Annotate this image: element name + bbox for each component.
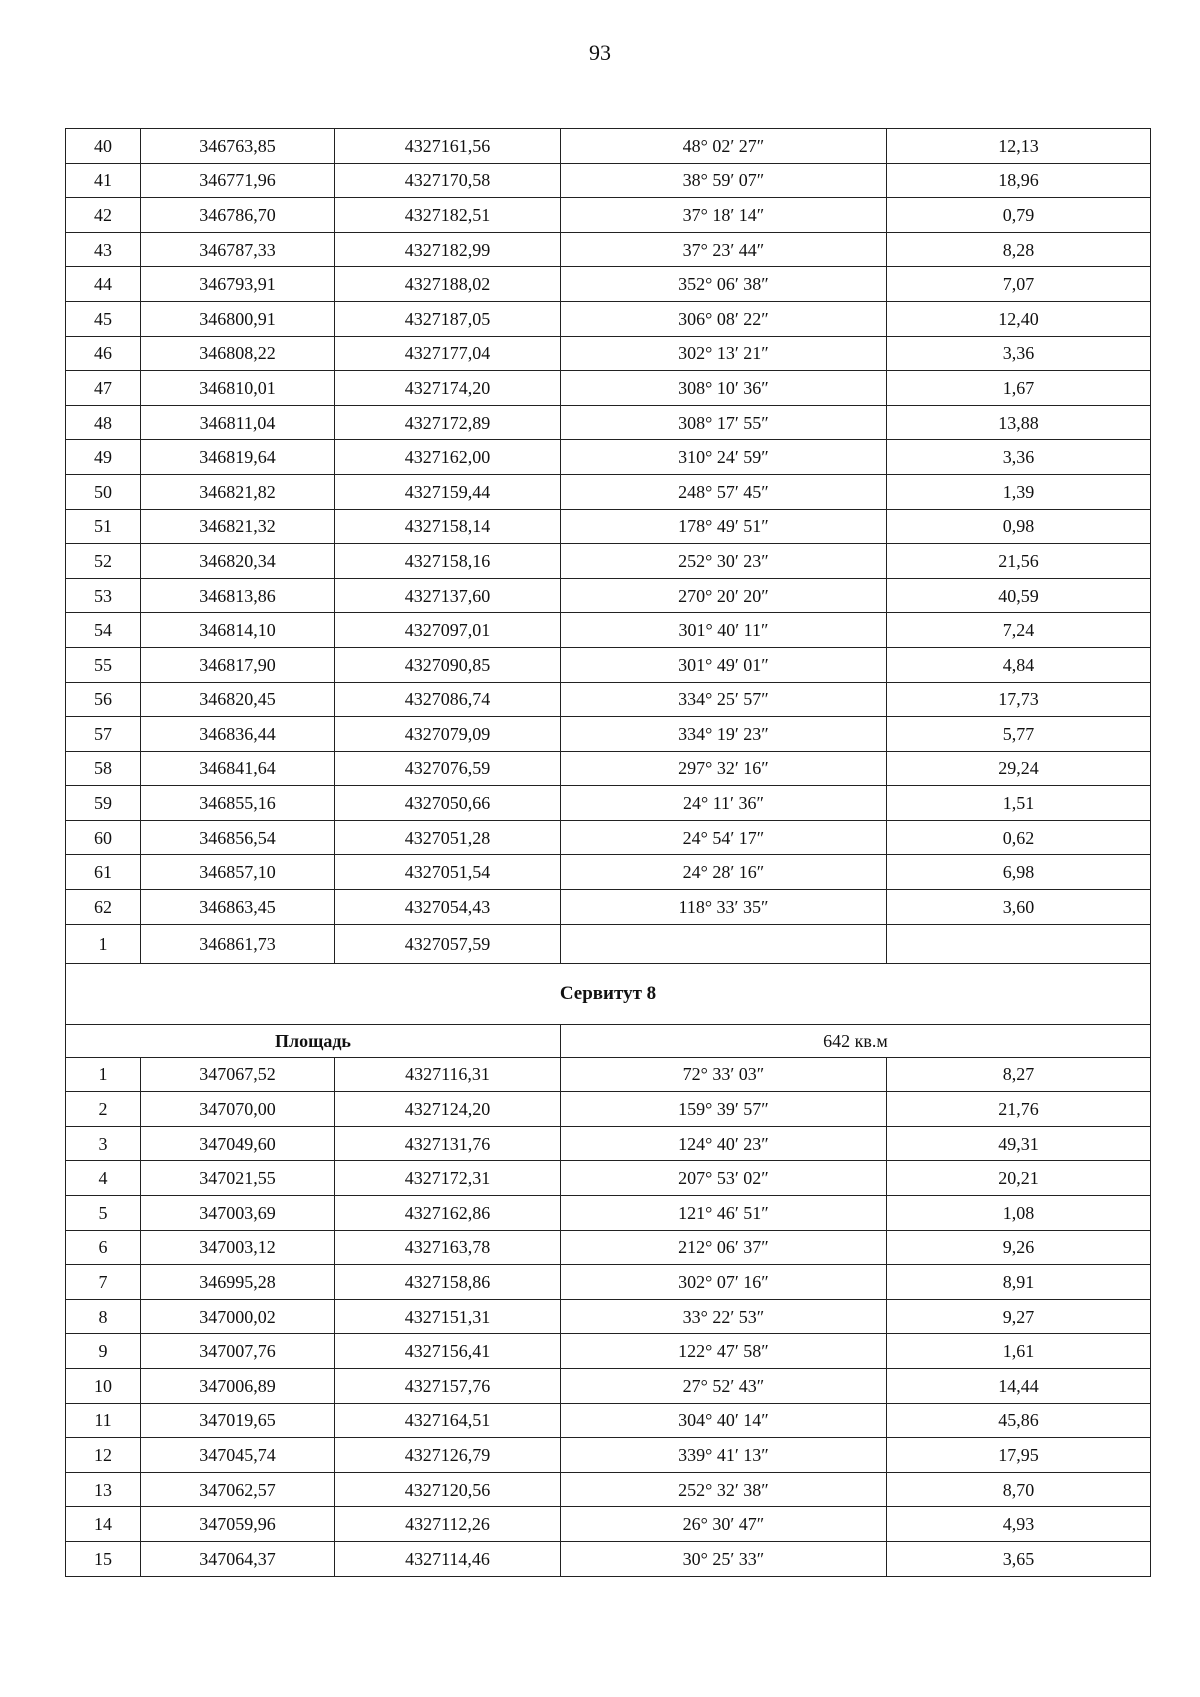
y-coordinate-cell: 4327079,09 xyxy=(335,717,561,752)
y-coordinate-cell: 4327131,76 xyxy=(335,1126,561,1161)
direction-angle-cell: 72° 33′ 03″ xyxy=(561,1057,887,1092)
x-coordinate-cell: 347007,76 xyxy=(141,1334,335,1369)
x-coordinate-cell: 346820,45 xyxy=(141,682,335,717)
y-coordinate-cell: 4327126,79 xyxy=(335,1438,561,1473)
point-number-cell: 15 xyxy=(66,1541,141,1576)
distance-cell: 6,98 xyxy=(887,855,1151,890)
table-row xyxy=(66,717,1151,752)
point-number-cell: 55 xyxy=(66,647,141,682)
point-number-cell: 40 xyxy=(66,129,141,164)
direction-angle-cell: 37° 23′ 44″ xyxy=(561,232,887,267)
distance-cell: 1,51 xyxy=(887,786,1151,821)
distance-cell: 13,88 xyxy=(887,405,1151,440)
y-coordinate-cell: 4327097,01 xyxy=(335,613,561,648)
point-number-cell: 46 xyxy=(66,336,141,371)
direction-angle-cell: 302° 07′ 16″ xyxy=(561,1265,887,1300)
point-number-cell: 51 xyxy=(66,509,141,544)
y-coordinate-cell: 4327170,58 xyxy=(335,163,561,198)
direction-angle-cell: 38° 59′ 07″ xyxy=(561,163,887,198)
distance-cell: 17,73 xyxy=(887,682,1151,717)
point-number-cell: 4 xyxy=(66,1161,141,1196)
y-coordinate-cell: 4327158,14 xyxy=(335,509,561,544)
table-row xyxy=(66,855,1151,890)
point-number-cell: 41 xyxy=(66,163,141,198)
area-label: Площадь xyxy=(66,1024,561,1057)
direction-angle-cell: 122° 47′ 58″ xyxy=(561,1334,887,1369)
table-row xyxy=(66,682,1151,717)
x-coordinate-cell: 346813,86 xyxy=(141,578,335,613)
table-row xyxy=(66,751,1151,786)
table-row xyxy=(66,924,1151,963)
distance-cell: 8,91 xyxy=(887,1265,1151,1300)
point-number-cell: 8 xyxy=(66,1299,141,1334)
table-row xyxy=(66,1541,1151,1576)
table-row xyxy=(66,786,1151,821)
y-coordinate-cell: 4327182,51 xyxy=(335,198,561,233)
x-coordinate-cell: 346771,96 xyxy=(141,163,335,198)
direction-angle-cell: 339° 41′ 13″ xyxy=(561,1438,887,1473)
distance-cell xyxy=(887,924,1151,963)
table-row xyxy=(66,1334,1151,1369)
point-number-cell: 1 xyxy=(66,1057,141,1092)
point-number-cell: 49 xyxy=(66,440,141,475)
y-coordinate-cell: 4327174,20 xyxy=(335,371,561,406)
x-coordinate-cell: 347021,55 xyxy=(141,1161,335,1196)
point-number-cell: 50 xyxy=(66,474,141,509)
table-row xyxy=(66,1472,1151,1507)
y-coordinate-cell: 4327151,31 xyxy=(335,1299,561,1334)
x-coordinate-cell: 346808,22 xyxy=(141,336,335,371)
distance-cell: 45,86 xyxy=(887,1403,1151,1438)
point-number-cell: 42 xyxy=(66,198,141,233)
distance-cell: 21,56 xyxy=(887,544,1151,579)
direction-angle-cell: 252° 30′ 23″ xyxy=(561,544,887,579)
distance-cell: 20,21 xyxy=(887,1161,1151,1196)
direction-angle-cell: 306° 08′ 22″ xyxy=(561,301,887,336)
y-coordinate-cell: 4327187,05 xyxy=(335,301,561,336)
y-coordinate-cell: 4327051,28 xyxy=(335,820,561,855)
distance-cell: 3,60 xyxy=(887,890,1151,925)
y-coordinate-cell: 4327161,56 xyxy=(335,129,561,164)
point-number-cell: 56 xyxy=(66,682,141,717)
direction-angle-cell: 308° 10′ 36″ xyxy=(561,371,887,406)
point-number-cell: 47 xyxy=(66,371,141,406)
distance-cell: 12,40 xyxy=(887,301,1151,336)
x-coordinate-cell: 346841,64 xyxy=(141,751,335,786)
point-number-cell: 1 xyxy=(66,924,141,963)
table-row xyxy=(66,1230,1151,1265)
page-number: 93 xyxy=(589,40,611,65)
distance-cell: 4,84 xyxy=(887,647,1151,682)
x-coordinate-cell: 346817,90 xyxy=(141,647,335,682)
direction-angle-cell: 178° 49′ 51″ xyxy=(561,509,887,544)
direction-angle-cell: 121° 46′ 51″ xyxy=(561,1196,887,1231)
direction-angle-cell: 24° 11′ 36″ xyxy=(561,786,887,821)
point-number-cell: 60 xyxy=(66,820,141,855)
x-coordinate-cell: 346861,73 xyxy=(141,924,335,963)
distance-cell: 29,24 xyxy=(887,751,1151,786)
table-row xyxy=(66,1057,1151,1092)
y-coordinate-cell: 4327137,60 xyxy=(335,578,561,613)
direction-angle-cell: 37° 18′ 14″ xyxy=(561,198,887,233)
distance-cell: 0,62 xyxy=(887,820,1151,855)
y-coordinate-cell: 4327162,00 xyxy=(335,440,561,475)
direction-angle-cell: 33° 22′ 53″ xyxy=(561,1299,887,1334)
table-row xyxy=(66,1265,1151,1300)
x-coordinate-cell: 346810,01 xyxy=(141,371,335,406)
y-coordinate-cell: 4327188,02 xyxy=(335,267,561,302)
table-row xyxy=(66,198,1151,233)
x-coordinate-cell: 347064,37 xyxy=(141,1541,335,1576)
point-number-cell: 11 xyxy=(66,1403,141,1438)
x-coordinate-cell: 346786,70 xyxy=(141,198,335,233)
direction-angle-cell: 159° 39′ 57″ xyxy=(561,1092,887,1127)
y-coordinate-cell: 4327158,86 xyxy=(335,1265,561,1300)
table-row xyxy=(66,544,1151,579)
point-number-cell: 2 xyxy=(66,1092,141,1127)
distance-cell: 12,13 xyxy=(887,129,1151,164)
table-row xyxy=(66,301,1151,336)
distance-cell: 8,28 xyxy=(887,232,1151,267)
table-row xyxy=(66,1161,1151,1196)
x-coordinate-cell: 346820,34 xyxy=(141,544,335,579)
distance-cell: 1,67 xyxy=(887,371,1151,406)
y-coordinate-cell: 4327054,43 xyxy=(335,890,561,925)
table-row xyxy=(66,232,1151,267)
table-row xyxy=(66,1092,1151,1127)
y-coordinate-cell: 4327164,51 xyxy=(335,1403,561,1438)
x-coordinate-cell: 346800,91 xyxy=(141,301,335,336)
y-coordinate-cell: 4327057,59 xyxy=(335,924,561,963)
direction-angle-cell: 27° 52′ 43″ xyxy=(561,1369,887,1404)
direction-angle-cell: 297° 32′ 16″ xyxy=(561,751,887,786)
x-coordinate-cell: 346763,85 xyxy=(141,129,335,164)
point-number-cell: 45 xyxy=(66,301,141,336)
y-coordinate-cell: 4327172,89 xyxy=(335,405,561,440)
x-coordinate-cell: 346819,64 xyxy=(141,440,335,475)
direction-angle-cell: 26° 30′ 47″ xyxy=(561,1507,887,1542)
table-row xyxy=(66,1507,1151,1542)
table-row xyxy=(66,474,1151,509)
distance-cell: 1,08 xyxy=(887,1196,1151,1231)
direction-angle-cell xyxy=(561,924,887,963)
point-number-cell: 6 xyxy=(66,1230,141,1265)
area-row xyxy=(66,1024,1151,1057)
y-coordinate-cell: 4327050,66 xyxy=(335,786,561,821)
distance-cell: 8,27 xyxy=(887,1057,1151,1092)
point-number-cell: 5 xyxy=(66,1196,141,1231)
direction-angle-cell: 24° 28′ 16″ xyxy=(561,855,887,890)
point-number-cell: 12 xyxy=(66,1438,141,1473)
point-number-cell: 9 xyxy=(66,1334,141,1369)
direction-angle-cell: 30° 25′ 33″ xyxy=(561,1541,887,1576)
table-row xyxy=(66,820,1151,855)
x-coordinate-cell: 347070,00 xyxy=(141,1092,335,1127)
x-coordinate-cell: 346856,54 xyxy=(141,820,335,855)
x-coordinate-cell: 347019,65 xyxy=(141,1403,335,1438)
x-coordinate-cell: 346863,45 xyxy=(141,890,335,925)
point-number-cell: 61 xyxy=(66,855,141,890)
direction-angle-cell: 248° 57′ 45″ xyxy=(561,474,887,509)
table-row xyxy=(66,1369,1151,1404)
point-number-cell: 13 xyxy=(66,1472,141,1507)
distance-cell: 40,59 xyxy=(887,578,1151,613)
direction-angle-cell: 301° 49′ 01″ xyxy=(561,647,887,682)
direction-angle-cell: 124° 40′ 23″ xyxy=(561,1126,887,1161)
table-row xyxy=(66,371,1151,406)
distance-cell: 1,39 xyxy=(887,474,1151,509)
point-number-cell: 14 xyxy=(66,1507,141,1542)
x-coordinate-cell: 347045,74 xyxy=(141,1438,335,1473)
distance-cell: 3,36 xyxy=(887,440,1151,475)
y-coordinate-cell: 4327090,85 xyxy=(335,647,561,682)
coordinates-table xyxy=(65,128,1151,1577)
direction-angle-cell: 334° 25′ 57″ xyxy=(561,682,887,717)
direction-angle-cell: 207° 53′ 02″ xyxy=(561,1161,887,1196)
distance-cell: 7,07 xyxy=(887,267,1151,302)
table-row xyxy=(66,163,1151,198)
distance-cell: 3,65 xyxy=(887,1541,1151,1576)
direction-angle-cell: 304° 40′ 14″ xyxy=(561,1403,887,1438)
table-row xyxy=(66,890,1151,925)
table-row xyxy=(66,1438,1151,1473)
y-coordinate-cell: 4327114,46 xyxy=(335,1541,561,1576)
y-coordinate-cell: 4327159,44 xyxy=(335,474,561,509)
direction-angle-cell: 270° 20′ 20″ xyxy=(561,578,887,613)
direction-angle-cell: 252° 32′ 38″ xyxy=(561,1472,887,1507)
x-coordinate-cell: 346995,28 xyxy=(141,1265,335,1300)
y-coordinate-cell: 4327124,20 xyxy=(335,1092,561,1127)
y-coordinate-cell: 4327076,59 xyxy=(335,751,561,786)
x-coordinate-cell: 347049,60 xyxy=(141,1126,335,1161)
y-coordinate-cell: 4327158,16 xyxy=(335,544,561,579)
table-row xyxy=(66,509,1151,544)
area-value: 642 кв.м xyxy=(561,1024,1151,1057)
distance-cell: 7,24 xyxy=(887,613,1151,648)
point-number-cell: 59 xyxy=(66,786,141,821)
distance-cell: 9,27 xyxy=(887,1299,1151,1334)
point-number-cell: 7 xyxy=(66,1265,141,1300)
point-number-cell: 43 xyxy=(66,232,141,267)
x-coordinate-cell: 347062,57 xyxy=(141,1472,335,1507)
distance-cell: 9,26 xyxy=(887,1230,1151,1265)
distance-cell: 3,36 xyxy=(887,336,1151,371)
direction-angle-cell: 302° 13′ 21″ xyxy=(561,336,887,371)
direction-angle-cell: 308° 17′ 55″ xyxy=(561,405,887,440)
x-coordinate-cell: 347067,52 xyxy=(141,1057,335,1092)
point-number-cell: 57 xyxy=(66,717,141,752)
distance-cell: 5,77 xyxy=(887,717,1151,752)
point-number-cell: 54 xyxy=(66,613,141,648)
direction-angle-cell: 301° 40′ 11″ xyxy=(561,613,887,648)
distance-cell: 49,31 xyxy=(887,1126,1151,1161)
table-row xyxy=(66,613,1151,648)
table-row xyxy=(66,1126,1151,1161)
point-number-cell: 48 xyxy=(66,405,141,440)
distance-cell: 8,70 xyxy=(887,1472,1151,1507)
distance-cell: 0,98 xyxy=(887,509,1151,544)
point-number-cell: 52 xyxy=(66,544,141,579)
servitude-title: Сервитут 8 xyxy=(66,963,1151,1024)
direction-angle-cell: 334° 19′ 23″ xyxy=(561,717,887,752)
distance-cell: 1,61 xyxy=(887,1334,1151,1369)
y-coordinate-cell: 4327112,26 xyxy=(335,1507,561,1542)
x-coordinate-cell: 346855,16 xyxy=(141,786,335,821)
y-coordinate-cell: 4327182,99 xyxy=(335,232,561,267)
point-number-cell: 3 xyxy=(66,1126,141,1161)
direction-angle-cell: 48° 02′ 27″ xyxy=(561,129,887,164)
direction-angle-cell: 310° 24′ 59″ xyxy=(561,440,887,475)
y-coordinate-cell: 4327116,31 xyxy=(335,1057,561,1092)
table-row xyxy=(66,1196,1151,1231)
table-row xyxy=(66,578,1151,613)
y-coordinate-cell: 4327157,76 xyxy=(335,1369,561,1404)
point-number-cell: 58 xyxy=(66,751,141,786)
x-coordinate-cell: 346793,91 xyxy=(141,267,335,302)
x-coordinate-cell: 346836,44 xyxy=(141,717,335,752)
x-coordinate-cell: 346821,82 xyxy=(141,474,335,509)
x-coordinate-cell: 346787,33 xyxy=(141,232,335,267)
table-row xyxy=(66,440,1151,475)
point-number-cell: 10 xyxy=(66,1369,141,1404)
servitude-table-body xyxy=(66,963,1151,1576)
direction-angle-cell: 24° 54′ 17″ xyxy=(561,820,887,855)
y-coordinate-cell: 4327163,78 xyxy=(335,1230,561,1265)
distance-cell: 4,93 xyxy=(887,1507,1151,1542)
x-coordinate-cell: 347003,69 xyxy=(141,1196,335,1231)
y-coordinate-cell: 4327172,31 xyxy=(335,1161,561,1196)
direction-angle-cell: 352° 06′ 38″ xyxy=(561,267,887,302)
x-coordinate-cell: 347059,96 xyxy=(141,1507,335,1542)
y-coordinate-cell: 4327051,54 xyxy=(335,855,561,890)
table-row xyxy=(66,336,1151,371)
table-row xyxy=(66,129,1151,164)
x-coordinate-cell: 346811,04 xyxy=(141,405,335,440)
distance-cell: 21,76 xyxy=(887,1092,1151,1127)
y-coordinate-cell: 4327086,74 xyxy=(335,682,561,717)
direction-angle-cell: 118° 33′ 35″ xyxy=(561,890,887,925)
y-coordinate-cell: 4327156,41 xyxy=(335,1334,561,1369)
distance-cell: 17,95 xyxy=(887,1438,1151,1473)
table-row xyxy=(66,267,1151,302)
y-coordinate-cell: 4327162,86 xyxy=(335,1196,561,1231)
point-number-cell: 62 xyxy=(66,890,141,925)
point-number-cell: 44 xyxy=(66,267,141,302)
x-coordinate-cell: 347003,12 xyxy=(141,1230,335,1265)
distance-cell: 0,79 xyxy=(887,198,1151,233)
distance-cell: 18,96 xyxy=(887,163,1151,198)
table-row xyxy=(66,1299,1151,1334)
x-coordinate-cell: 346857,10 xyxy=(141,855,335,890)
x-coordinate-cell: 347006,89 xyxy=(141,1369,335,1404)
y-coordinate-cell: 4327177,04 xyxy=(335,336,561,371)
top-table-body xyxy=(66,129,1151,964)
table-row xyxy=(66,1403,1151,1438)
y-coordinate-cell: 4327120,56 xyxy=(335,1472,561,1507)
table-row xyxy=(66,647,1151,682)
servitude-title-row xyxy=(66,963,1151,1024)
point-number-cell: 53 xyxy=(66,578,141,613)
x-coordinate-cell: 347000,02 xyxy=(141,1299,335,1334)
table-row xyxy=(66,405,1151,440)
direction-angle-cell: 212° 06′ 37″ xyxy=(561,1230,887,1265)
distance-cell: 14,44 xyxy=(887,1369,1151,1404)
x-coordinate-cell: 346814,10 xyxy=(141,613,335,648)
x-coordinate-cell: 346821,32 xyxy=(141,509,335,544)
